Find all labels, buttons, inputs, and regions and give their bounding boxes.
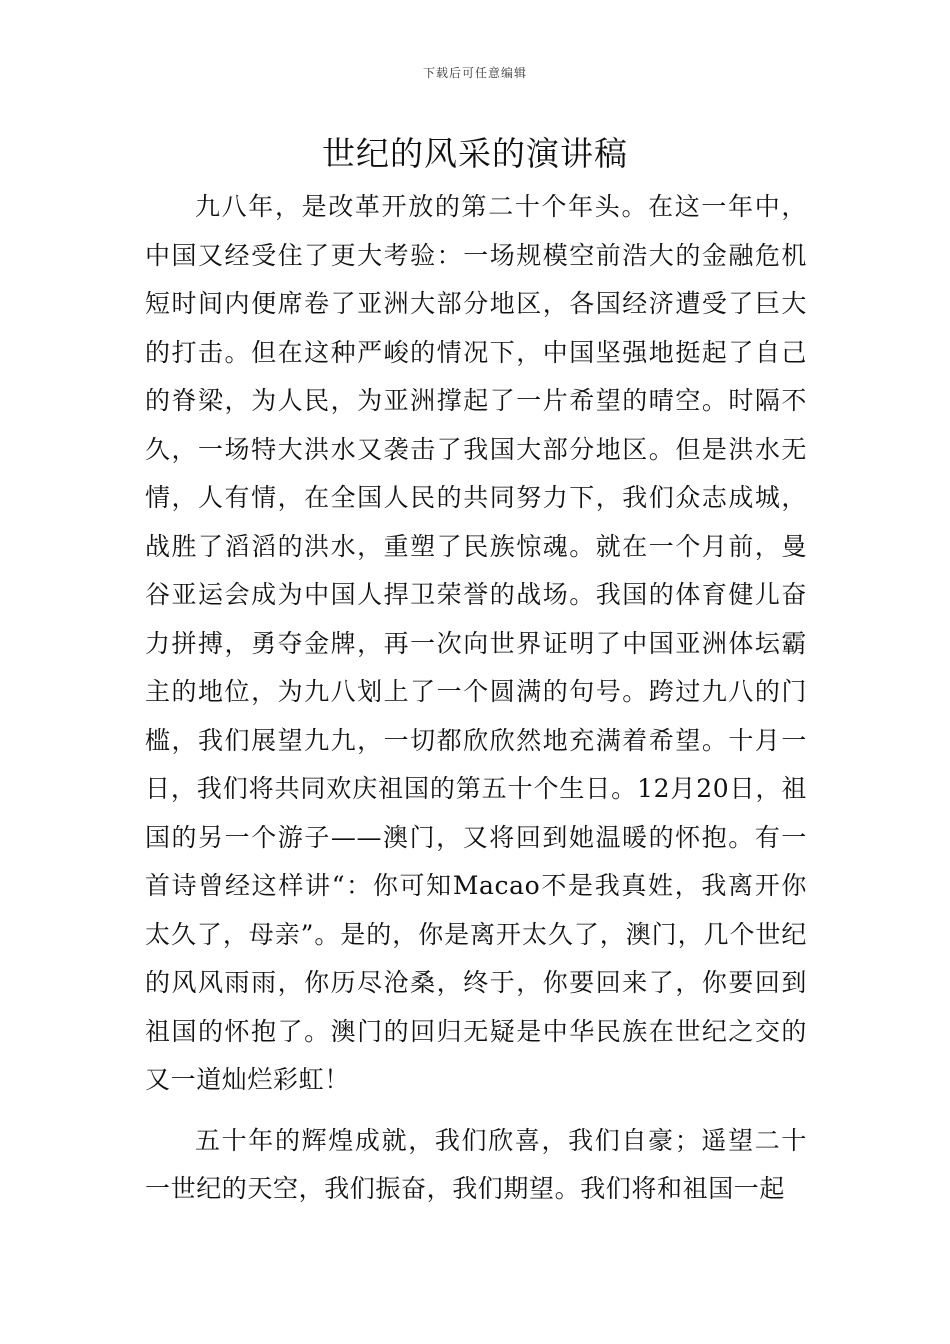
page-header-note: 下载后可任意编辑 [422, 66, 527, 80]
paragraph-1: 九八年，是改革开放的第二十个年头。在这一年中，中国又经受住了更大考验：一场规模空前浩大的金融危机短时间内便席卷了亚洲大部分地区，各国经济遭受了巨大的打击。但在这种严峻的情况下，中国坚强地挺起了自己的脊梁，为人民，为亚洲撑起了一片希望的晴空。时隔不久，一场特大洪水又袭击了我国大部分地区。但是洪水无情，人有情，在全国人民的共同努力下，我们众志成城，战胜了滔滔的洪水，重塑了民族惊魂。就在一个月前，曼谷亚运会成为中国人捍卫荣誉的战场。我国的体育健儿奋力拼搏，勇夺金牌，再一次向世界证明了中国亚洲体坛霸主的地位，为九八划上了一个圆满的句号。跨过九八的门槛，我们展望九九，一切都欣欣然地充满着希望。十月一日，我们将共同欢庆祖国的第五十个生日。12月20日，祖国的另一个游子——澳门，又将回到她温暖的怀抱。有一首诗曾经这样讲“：你可知Macao不是我真姓，我离开你太久了，母亲”。是的，你是离开太久了，澳门，几个世纪的风风雨雨，你历尽沧桑，终于，你要回来了，你要回到祖国的怀抱了。澳门的回归无疑是中华民族在世纪之交的又一道灿烂彩虹！ [145, 192, 807, 1094]
document-title: 世纪的风采的演讲稿 [322, 134, 628, 173]
document-body [145, 183, 807, 1214]
paragraph-2: 五十年的辉煌成就，我们欣喜，我们自豪；遥望二十一世纪的天空，我们振奋，我们期望。我们将和祖国一起 [145, 1125, 807, 1203]
